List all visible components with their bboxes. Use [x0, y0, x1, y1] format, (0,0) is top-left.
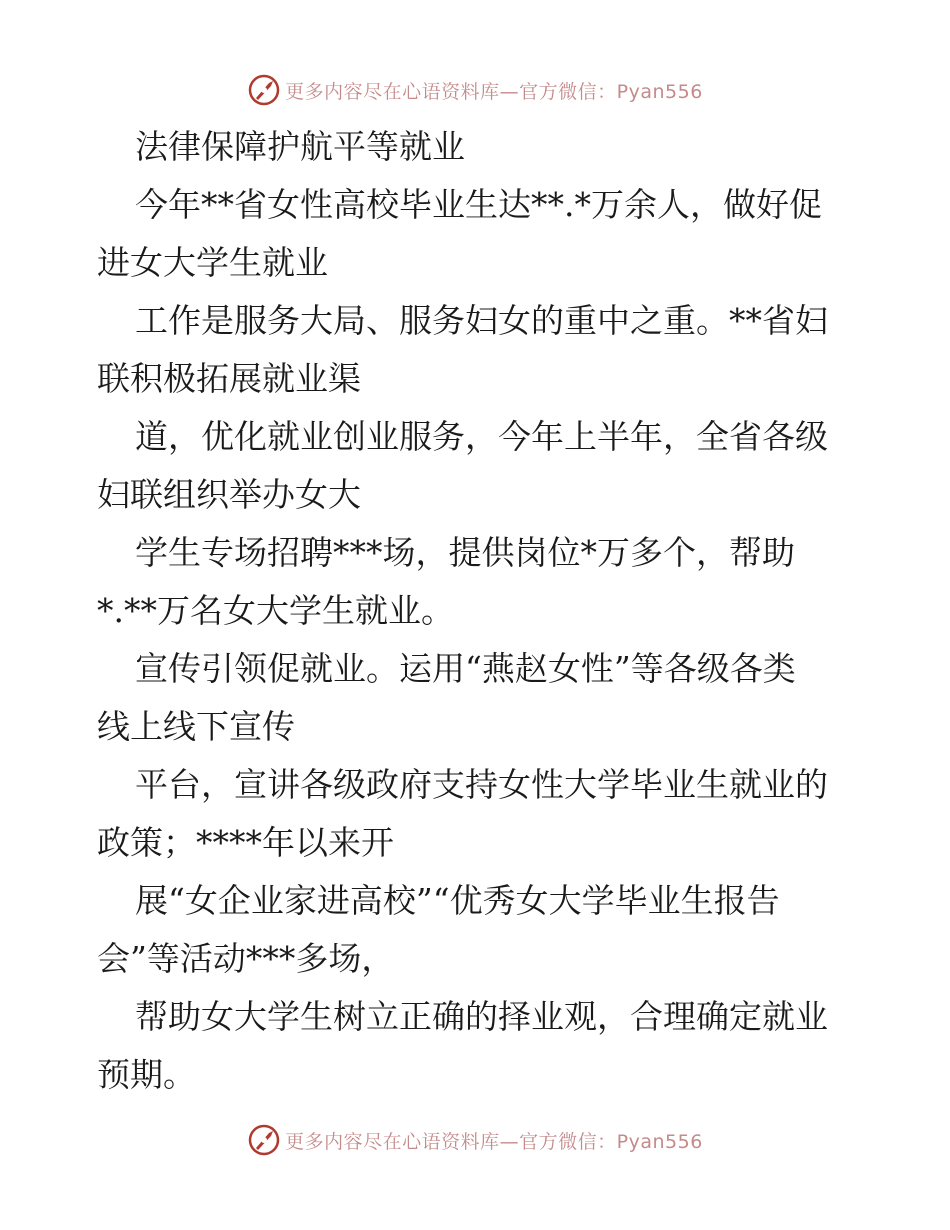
text-line: 宣传引领促就业。运用“燕赵女性”等各级各类: [135, 649, 796, 688]
text-line: *.**万名女大学生就业。: [97, 591, 454, 630]
text-line: 帮助女大学生树立正确的择业观，合理确定就业: [135, 997, 828, 1036]
footer-watermark-text: 更多内容尽在心语资料库—官方微信：Pyan556: [285, 1130, 703, 1153]
text-line: 平台，宣讲各级政府支持女性大学毕业生就业的: [135, 765, 828, 804]
text-line: 进女大学生就业: [97, 243, 328, 282]
text-line: 今年**省女性高校毕业生达**.*万余人，做好促: [135, 185, 822, 224]
text-line: 展“女企业家进高校”“优秀女大学毕业生报告: [135, 881, 780, 920]
text-line: 联积极拓展就业渠: [97, 359, 361, 398]
header-watermark: [0, 70, 950, 110]
text-line: 政策；****年以来开: [97, 823, 394, 862]
text-line: 预期。: [97, 1055, 196, 1094]
footer-watermark: [0, 1120, 950, 1160]
quill-pen-icon: [247, 73, 281, 107]
text-line: 线上线下宣传: [97, 707, 295, 746]
quill-pen-icon: [247, 1123, 281, 1157]
text-line: 道，优化就业创业服务，今年上半年，全省各级: [135, 417, 828, 456]
header-watermark-text: 更多内容尽在心语资料库—官方微信：Pyan556: [285, 80, 703, 103]
text-line: 妇联组织举办女大: [97, 475, 361, 514]
text-line: 会”等活动***多场，: [97, 939, 395, 978]
document-body: [97, 118, 857, 1104]
text-line: 法律保障护航平等就业: [135, 127, 465, 166]
text-line: 学生专场招聘***场，提供岗位*万多个，帮助: [135, 533, 795, 572]
text-line: 工作是服务大局、服务妇女的重中之重。**省妇: [135, 301, 828, 340]
